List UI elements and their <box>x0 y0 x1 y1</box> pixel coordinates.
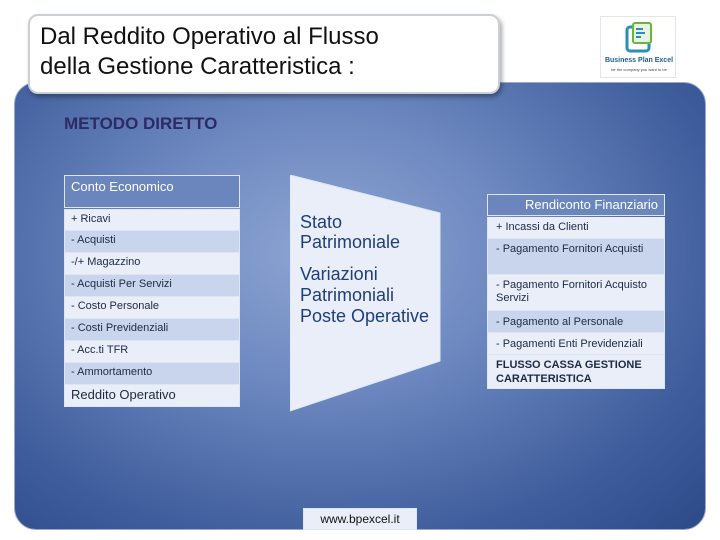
method-subtitle: METODO DIRETTO <box>64 114 218 133</box>
reddito-operativo: Reddito Operativo <box>64 385 240 407</box>
website-link[interactable]: www.bpexcel.it <box>303 508 417 530</box>
ce-row: -/+ Magazzino <box>64 253 240 275</box>
ce-row: - Acquisti <box>64 231 240 253</box>
rf-row: - Pagamenti Enti Previdenziali <box>487 333 665 355</box>
ce-row: - Ammortamento <box>64 363 240 385</box>
stato-patrimoniale-title: Stato Patrimoniale <box>300 212 401 252</box>
logo-icon <box>621 21 657 57</box>
ce-row: - Costi Previdenziali <box>64 319 240 341</box>
title-line-1: Dal Reddito Operativo al Flusso <box>40 23 379 50</box>
rf-row: + Incassi da Clienti <box>487 217 665 239</box>
title-line-2: della Gestione Caratteristica : <box>40 53 355 80</box>
logo-name: Business Plan Excel <box>604 57 674 64</box>
conto-economico-header: Conto Economico <box>64 175 240 208</box>
ce-row: - Costo Personale <box>64 297 240 319</box>
rf-row: - Pagamento al Personale <box>487 311 665 333</box>
flusso-cassa: FLUSSO CASSA GESTIONE CARATTERISTICA <box>487 355 665 389</box>
title-box <box>28 14 500 94</box>
variazioni-patrimoniali: Variazioni Patrimoniali Poste Operative <box>300 264 430 326</box>
rf-row: - Pagamento Fornitori Acquisto Servizi <box>487 275 665 311</box>
logo-tagline: be the company you want to be <box>611 67 667 72</box>
rendiconto-header: Rendiconto Finanziario <box>487 194 665 216</box>
ce-row: - Acc.ti TFR <box>64 341 240 363</box>
company-logo <box>600 16 676 78</box>
ce-row: + Ricavi <box>64 209 240 231</box>
ce-row: - Acquisti Per Servizi <box>64 275 240 297</box>
rf-row: - Pagamento Fornitori Acquisti <box>487 239 665 275</box>
rendiconto-list <box>487 217 665 389</box>
conto-economico-list <box>64 209 240 407</box>
